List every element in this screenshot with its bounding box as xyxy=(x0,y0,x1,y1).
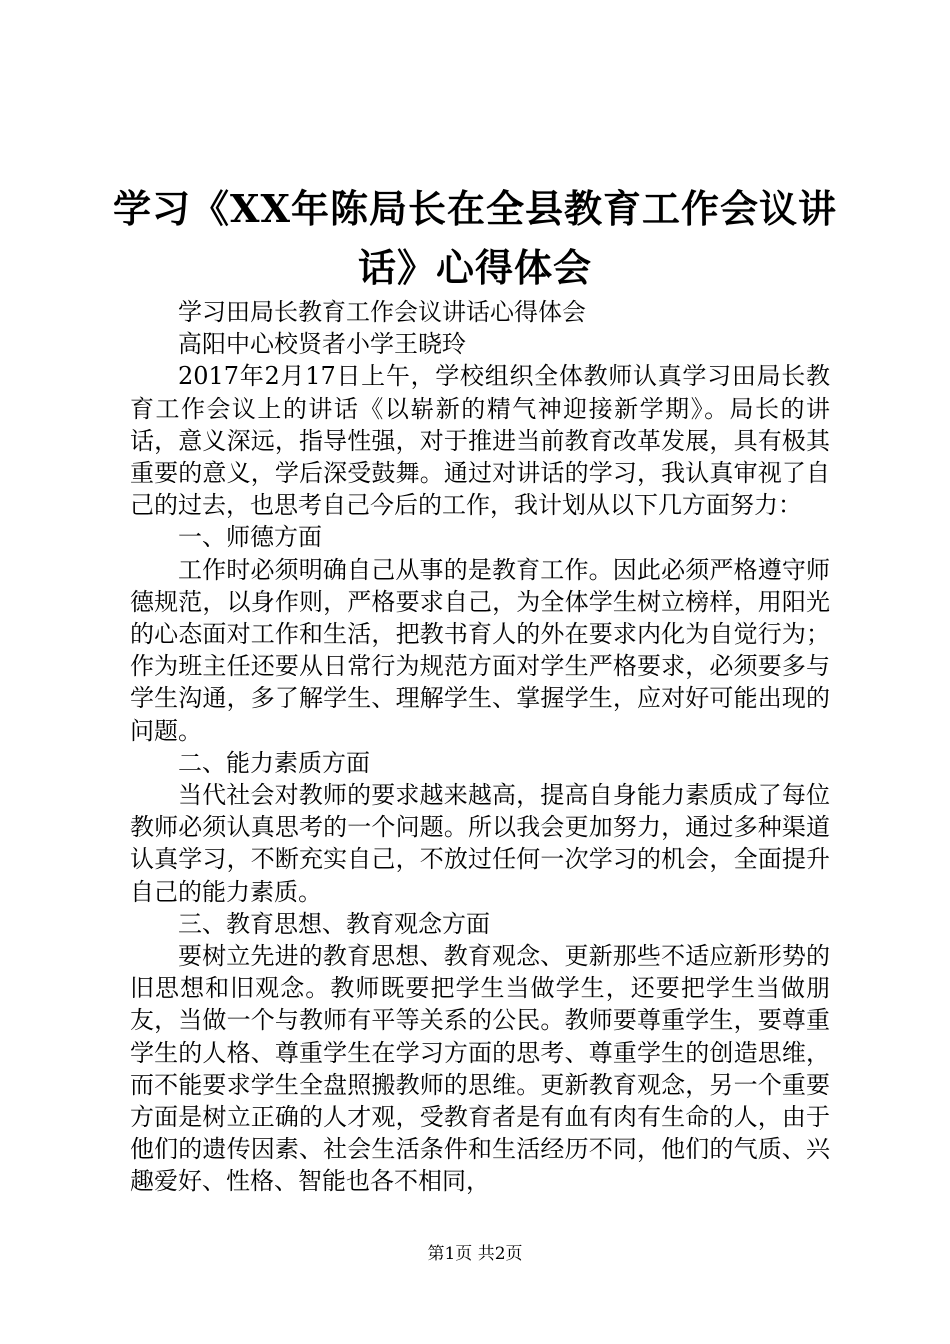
author-line: 高阳中心校贤者小学王晓玲 xyxy=(178,330,466,359)
section-heading-ethics: 一、师德方面 xyxy=(178,523,322,552)
section-heading-ability: 二、能力素质方面 xyxy=(178,748,370,777)
paragraph-intro: 2017年2月17日上午，学校组织全体教师认真学习田局长教育工作会议上的讲话《以崭新的精气神迎接新学期》。局长的讲话，意义深远，指导性强，对于推进当前教育改革发展，具有极其重要的意义，学后深受鼓舞。通过对讲话的学习，我认真审视了自己的过去，也思考自己今后的工作，我计划从以下几方面努力： xyxy=(130,362,830,520)
document-title-line-2: 话》心得体会 xyxy=(357,245,592,290)
document-title-line-1: 学习《XX年陈局长在全县教育工作会议讲 xyxy=(113,186,837,231)
page-number-footer: 第1页 共2页 xyxy=(427,1244,523,1264)
paragraph-ability: 当代社会对教师的要求越来越高，提高自身能力素质成了每位教师必须认真思考的一个问题。所以我会更加努力，通过多种渠道认真学习，不断充实自己，不放过任何一次学习的机会，全面提升自己的能力素质。 xyxy=(130,781,830,906)
section-heading-ideas: 三、教育思想、教育观念方面 xyxy=(178,909,490,938)
paragraph-ideas: 要树立先进的教育思想、教育观念、更新那些不适应新形势的旧思想和旧观念。教师既要把学生当做学生，还要把学生当做朋友，当做一个与教师有平等关系的公民。教师要尊重学生，要尊重学生的人格、尊重学生在学习方面的思考、尊重学生的创造思维，而不能要求学生全盘照搬教师的思维。更新教育观念，另一个重要方面是树立正确的人才观，受教育者是有血有肉有生命的人，由于他们的遗传因素、社会生活条件和生活经历不同，他们的气质、兴趣爱好、性格、智能也各不相同， xyxy=(130,942,830,1196)
document-body xyxy=(130,296,830,1198)
paragraph-ethics: 工作时必须明确自己从事的是教育工作。因此必须严格遵守师德规范，以身作则，严格要求自己，为全体学生树立榜样，用阳光的心态面对工作和生活，把教书育人的外在要求内化为自觉行为；作为班主任还要从日常行为规范方面对学生严格要求，必须要多与学生沟通，多了解学生、理解学生、掌握学生，应对好可能出现的问题。 xyxy=(130,555,830,745)
subtitle: 学习田局长教育工作会议讲话心得体会 xyxy=(178,298,586,326)
